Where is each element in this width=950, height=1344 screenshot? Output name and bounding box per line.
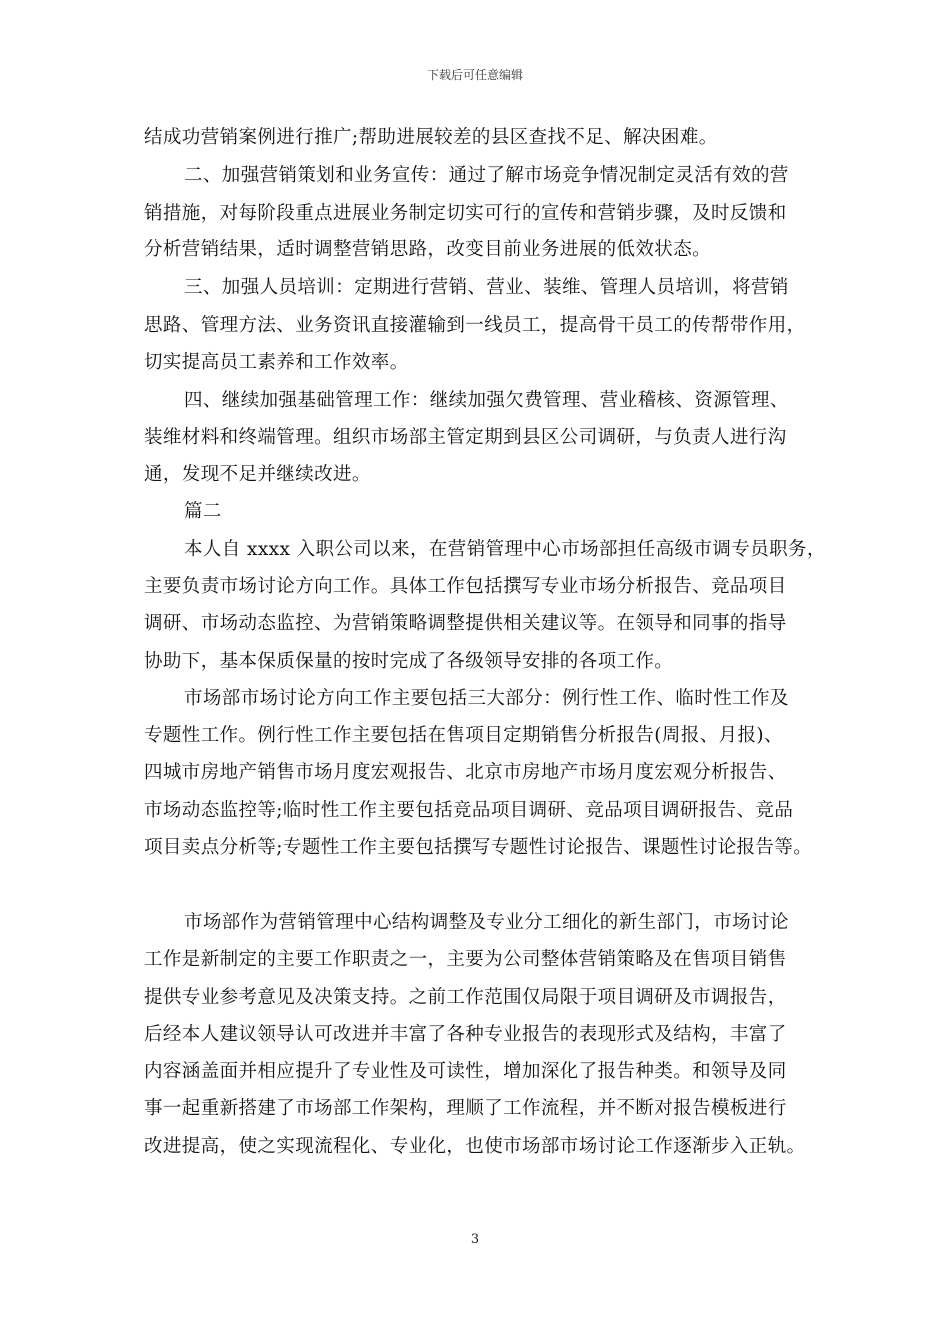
paragraph-start-line: 二、加强营销策划和业务宣传：通过了解市场竞争情况制定灵活有效的营 [184, 165, 789, 186]
paragraph-start-line: 四、继续加强基础管理工作：继续加强欠费管理、营业稽核、资源管理、 [184, 390, 789, 411]
text-line: 通，发现不足并继续改进。 [144, 464, 371, 485]
text-line: 四城市房地产销售市场月度宏观报告、北京市房地产市场月度宏观分析报告、 [144, 762, 787, 783]
paragraph-start-line: 三、加强人员培训：定期进行营销、营业、装维、管理人员培训，将营销 [184, 277, 789, 298]
page-header: 下载后可任意编辑 [426, 68, 523, 82]
text-line: 思路、管理方法、业务资讯直接灌输到一线员工，提高骨干员工的传帮带作用， [144, 315, 806, 336]
text-line: 结成功营销案例进行推广;帮助进展较差的县区查找不足、解决困难。 [144, 127, 718, 148]
text-line: 提供专业参考意见及决策支持。之前工作范围仅局限于项目调研及市调报告， [144, 987, 787, 1008]
text-line: 改进提高，使之实现流程化、专业化，也使市场部市场讨论工作逐渐步入正轨。 [144, 1136, 806, 1157]
paragraph-start-line: 市场部作为营销管理中心结构调整及专业分工细化的新生部门，市场讨论 [184, 912, 789, 933]
text-line: 装维材料和终端管理。组织市场部主管定期到县区公司调研，与负责人进行沟 [144, 427, 787, 448]
text-line: 分析营销结果，适时调整营销思路，改变目前业务进展的低效状态。 [144, 239, 712, 260]
text-line: 市场动态监控等;临时性工作主要包括竞品项目调研、竞品项目调研报告、竞品 [144, 800, 794, 821]
text-line: 后经本人建议领导认可改进并丰富了各种专业报告的表现形式及结构，丰富了 [144, 1024, 787, 1045]
section-heading: 篇二 [184, 501, 222, 522]
text-line: 内容涵盖面并相应提升了专业性及可读性，增加深化了报告种类。和领导及同 [144, 1061, 787, 1082]
text-line: 销措施，对每阶段重点进展业务制定切实可行的宣传和营销步骤，及时反馈和 [144, 203, 787, 224]
text-line: 主要负责市场讨论方向工作。具体工作包括撰写专业市场分析报告、竞品项目 [144, 576, 787, 597]
text-line: 事一起重新搭建了市场部工作架构，理顺了工作流程，并不断对报告模板进行 [144, 1098, 787, 1119]
text-line: 项目卖点分析等;专题性工作主要包括撰写专题性讨论报告、课题性讨论报告等。 [144, 837, 813, 858]
text-line: 协助下，基本保质保量的按时完成了各级领导安排的各项工作。 [144, 651, 674, 672]
paragraph-start-line: 本人自 xxxx 入职公司以来，在营销管理中心市场部担任高级市调专员职务， [184, 539, 826, 560]
text-line: 切实提高员工素养和工作效率。 [144, 352, 409, 373]
text-line: 专题性工作。例行性工作主要包括在售项目定期销售分析报告(周报、月报)、 [144, 725, 783, 746]
text-line: 调研、市场动态监控、为营销策略调整提供相关建议等。在领导和同事的指导 [144, 613, 787, 634]
paragraph-start-line: 市场部市场讨论方向工作主要包括三大部分：例行性工作、临时性工作及 [184, 688, 789, 709]
text-line: 工作是新制定的主要工作职责之一，主要为公司整体营销策略及在售项目销售 [144, 949, 787, 970]
page-number: 3 [470, 1232, 480, 1247]
